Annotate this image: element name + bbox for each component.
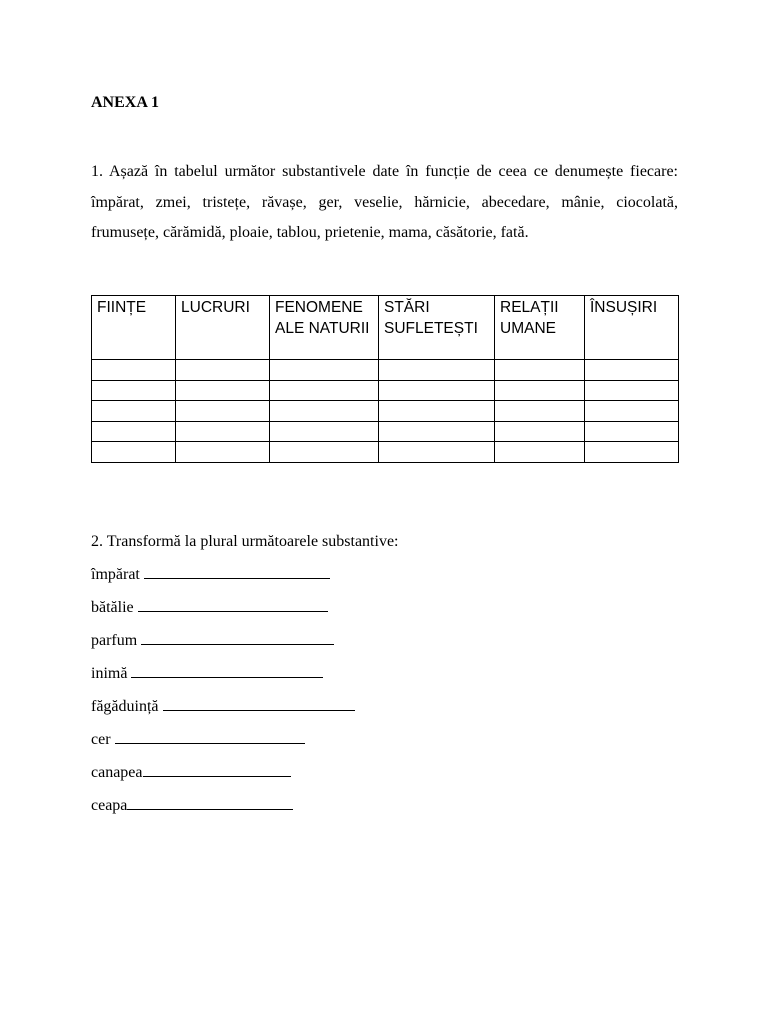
plural-item-word: parfum <box>91 632 138 649</box>
answer-blank[interactable] <box>138 598 328 612</box>
answer-blank[interactable] <box>144 565 330 579</box>
exercise-2-title: 2. Transformă la plural următoarele substantive: <box>91 533 399 550</box>
table-cell[interactable] <box>379 380 495 401</box>
table-cell[interactable] <box>585 360 679 381</box>
table-cell[interactable] <box>176 380 270 401</box>
table-header-cell: FIINȚE <box>92 296 176 360</box>
table-cell[interactable] <box>176 421 270 442</box>
table-cell[interactable] <box>270 442 379 463</box>
document-heading: ANEXA 1 <box>91 94 160 111</box>
table-cell[interactable] <box>495 401 585 422</box>
table-cell[interactable] <box>92 360 176 381</box>
plural-item <box>91 565 330 584</box>
table-header-cell: ÎNSUȘIRI <box>585 296 679 360</box>
exercise-1-text: 1. Așază în tabelul următor substantivele date în funcție de ceea ce denumește fiecare: împărat, zmei, tristețe, răvașe, ger, veselie, hărnicie, abecedare, mânie, ciocolată, frumusețe, cărămidă, ploaie, tablou, prietenie, mama, căsătorie, fată. <box>91 163 678 241</box>
plural-item-word: canapea <box>91 764 143 781</box>
table-cell[interactable] <box>176 360 270 381</box>
table-cell[interactable] <box>92 380 176 401</box>
classification-table <box>91 295 679 463</box>
plural-item-word: inimă <box>91 665 128 682</box>
table-cell[interactable] <box>495 380 585 401</box>
plural-item-word: ceapa <box>91 797 128 814</box>
table-header-cell: LUCRURI <box>176 296 270 360</box>
table-cell[interactable] <box>379 401 495 422</box>
table-row <box>92 421 679 442</box>
plural-item <box>91 763 291 782</box>
plural-item <box>91 697 355 716</box>
table-cell[interactable] <box>270 380 379 401</box>
table-header-cell: FENOMENE ALE NATURII <box>270 296 379 360</box>
answer-blank[interactable] <box>141 631 334 645</box>
table-cell[interactable] <box>176 442 270 463</box>
table-row <box>92 360 679 381</box>
table-cell[interactable] <box>92 442 176 463</box>
plural-item-word: bătălie <box>91 599 134 616</box>
table-cell[interactable] <box>270 401 379 422</box>
answer-blank[interactable] <box>127 796 293 810</box>
plural-item-word: cer <box>91 731 111 748</box>
table-cell[interactable] <box>92 421 176 442</box>
table-cell[interactable] <box>379 442 495 463</box>
table-cell[interactable] <box>379 421 495 442</box>
table-cell[interactable] <box>176 401 270 422</box>
table-cell[interactable] <box>270 360 379 381</box>
table-header-cell: RELAȚII UMANE <box>495 296 585 360</box>
plural-item <box>91 730 305 749</box>
plural-item-word: făgăduință <box>91 698 159 715</box>
table-cell[interactable] <box>585 442 679 463</box>
table-header-row <box>92 296 679 360</box>
table-cell[interactable] <box>585 421 679 442</box>
table-cell[interactable] <box>270 421 379 442</box>
table-cell[interactable] <box>495 442 585 463</box>
table-cell[interactable] <box>585 380 679 401</box>
plural-item <box>91 796 293 815</box>
table-row <box>92 401 679 422</box>
plural-item <box>91 631 334 650</box>
answer-blank[interactable] <box>131 664 323 678</box>
answer-blank[interactable] <box>163 697 355 711</box>
plural-item-word: împărat <box>91 566 140 583</box>
table-cell[interactable] <box>585 401 679 422</box>
table-cell[interactable] <box>495 421 585 442</box>
answer-blank[interactable] <box>143 763 291 777</box>
answer-blank[interactable] <box>115 730 305 744</box>
plural-item <box>91 664 323 683</box>
table-header-cell: STĂRI SUFLETEȘTI <box>379 296 495 360</box>
table-cell[interactable] <box>379 360 495 381</box>
table-cell[interactable] <box>495 360 585 381</box>
table-row <box>92 380 679 401</box>
plural-item <box>91 598 328 617</box>
table-cell[interactable] <box>92 401 176 422</box>
table-row <box>92 442 679 463</box>
